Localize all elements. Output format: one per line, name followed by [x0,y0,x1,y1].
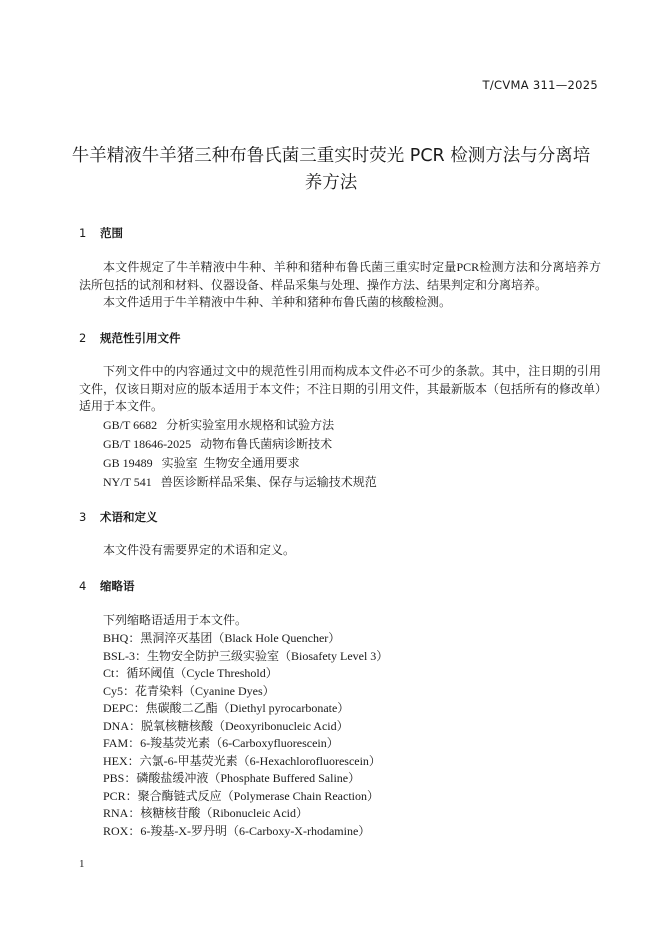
abbreviation-item: Ct：循环阈值（Cycle Threshold） [103,666,278,680]
abbreviation-item: DNA：脱氧核糖核酸（Deoxyribonucleic Acid） [103,719,349,733]
normative-reference: GB 19489 实验室 生物安全通用要求 [103,456,300,470]
section-title: 规范性引用文件 [100,331,181,345]
section-title: 缩略语 [100,579,135,593]
abbreviation-item: BHQ：黑洞淬灭基团（Black Hole Quencher） [103,631,341,645]
abbreviation-item: BSL-3：生物安全防护三级实验室（Biosafety Level 3） [103,649,389,663]
document-title [70,143,592,197]
abbreviation-intro: 下列缩略语适用于本文件。 [103,613,248,627]
standard-code: T/CVMA 311—2025 [482,78,598,92]
section-title: 术语和定义 [100,510,158,524]
section-number: 4 [79,579,87,593]
section-4-heading [79,578,135,594]
abbreviation-item: RNA：核糖核苷酸（Ribonucleic Acid） [103,806,308,820]
section-number: 2 [79,331,87,345]
page-number: 1 [79,858,85,870]
section-2-heading [79,330,181,346]
section-1-paragraph-1: 本文件规定了牛羊精液中牛种、羊种和猪种布鲁氏菌三重实时定量PCR检测方法和分离培养方法所包括的试剂和材料、仪器设备、样品采集与处理、操作方法、结果判定和分离培养。 [79,260,601,292]
abbreviation-item: ROX：6-羧基-X-罗丹明（6-Carboxy-X-rhodamine） [103,824,371,838]
abbreviation-item: Cy5：花青染料（Cyanine Dyes） [103,684,275,698]
section-1-heading [79,225,123,241]
normative-reference: GB/T 18646-2025 动物布鲁氏菌病诊断技术 [103,437,333,451]
abbreviation-item: PCR：聚合酶链式反应（Polymerase Chain Reaction） [103,789,379,803]
normative-reference: GB/T 6682 分析实验室用水规格和试验方法 [103,418,335,432]
title-line-1: 牛羊精液牛羊猪三种布鲁氏菌三重实时荧光 PCR 检测方法与分离培 [71,146,591,166]
section-number: 3 [79,510,87,524]
section-2-paragraph-1: 下列文件中的内容通过文中的规范性引用而构成本文件必不可少的条款。其中，注日期的引用文件，仅该日期对应的版本适用于本文件；不注日期的引用文件，其最新版本（包括所有的修改单）适用于本文件。 [79,364,602,414]
section-number: 1 [79,226,87,240]
abbreviation-item: FAM：6-羧基荧光素（6-Carboxyfluorescein） [103,736,339,750]
section-1-paragraph-2: 本文件适用于牛羊精液中牛种、羊种和猪种布鲁氏菌的核酸检测。 [103,295,452,309]
abbreviation-item: HEX：六氯-6-甲基荧光素（6-Hexachlorofluorescein） [103,754,381,768]
abbreviation-item: PBS：磷酸盐缓冲液（Phosphate Buffered Saline） [103,771,361,785]
normative-reference: NY/T 541 兽医诊断样品采集、保存与运输技术规范 [103,475,377,489]
title-line-2: 养方法 [304,173,358,193]
abbreviation-item: DEPC：焦碳酸二乙酯（Diethyl pyrocarbonate） [103,701,350,715]
section-3-paragraph-1: 本文件没有需要界定的术语和定义。 [103,543,296,557]
section-3-heading [79,509,158,525]
section-title: 范围 [100,226,124,240]
